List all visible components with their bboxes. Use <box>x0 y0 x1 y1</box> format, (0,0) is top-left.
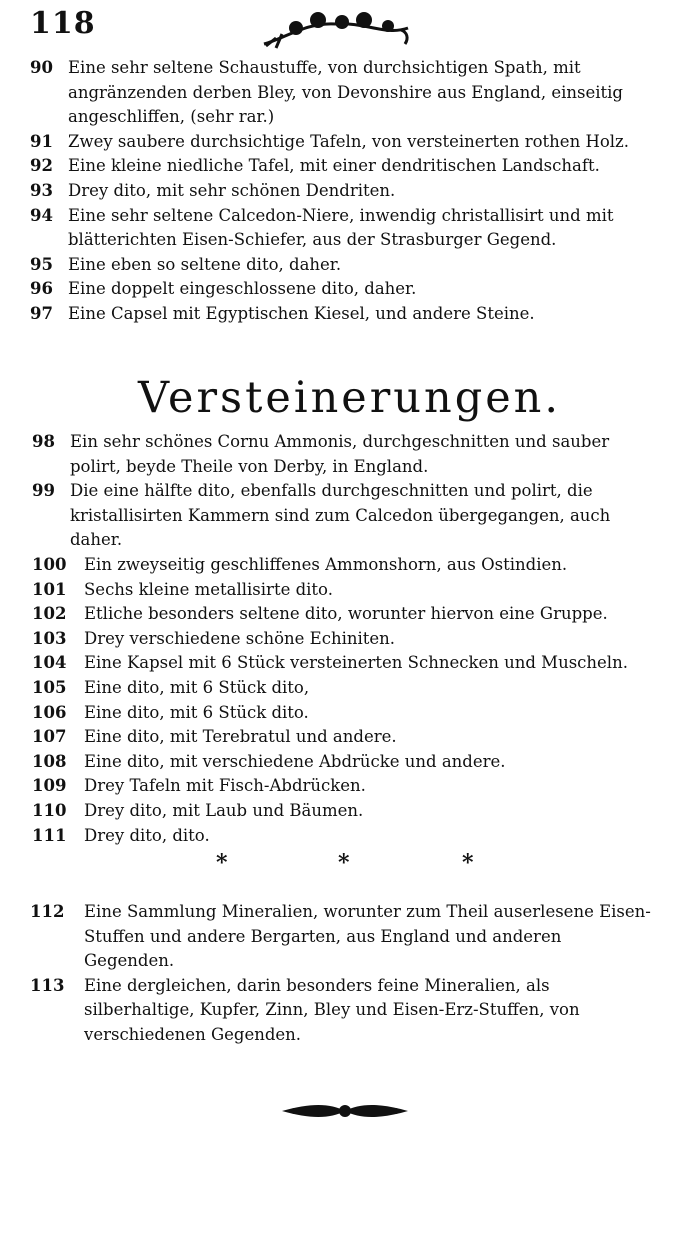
entry-number: 111 <box>32 825 67 845</box>
entry-107 <box>0 725 699 750</box>
tailpiece-ornament-icon <box>280 1097 410 1125</box>
entry-number: 90 <box>30 58 53 77</box>
entry-number: 102 <box>32 604 67 624</box>
entry-111 <box>0 824 699 849</box>
entry-number: 113 <box>30 975 65 995</box>
entry-text: Eine dergleichen, darin besonders feine Mineralien, als silberhaltige, Kupfer, Zinn, Bley und Eisen-Erz-Stuffen, von verschiedenen Gegenden. <box>84 975 580 1044</box>
floral-ornament-icon <box>256 8 416 50</box>
entry-number: 92 <box>30 156 53 176</box>
entry-number: 105 <box>32 677 67 697</box>
section-heading: Versteinerungen. <box>137 373 562 423</box>
entry-text: Ein sehr schönes Cornu Ammonis, durchgeschnitten und sauber polirt, beyde Theile von Derby, in England. <box>70 432 610 476</box>
entry-text: Etliche besonders seltene dito, worunter hiervon eine Gruppe. <box>84 604 608 624</box>
entry-96 <box>0 277 699 302</box>
entry-101 <box>0 578 699 603</box>
entry-text: Die eine hälfte dito, ebenfalls durchgeschnitten und polirt, die kristallisirten Kammern sind zum Calcedon übergegangen, auch daher. <box>70 481 611 550</box>
collection-entries <box>0 900 699 1048</box>
asterisk: * <box>338 850 350 876</box>
entry-text: Drey dito, dito. <box>84 825 210 845</box>
entry-number: 110 <box>32 800 67 820</box>
entry-number: 93 <box>30 180 53 200</box>
entry-text: Drey verschiedene schöne Echiniten. <box>84 628 396 648</box>
entry-94 <box>0 204 699 253</box>
entry-106 <box>0 701 699 726</box>
entry-100 <box>0 553 699 578</box>
entry-text: Drey Tafeln mit Fisch-Abdrücken. <box>84 776 366 796</box>
entry-text: Eine Capsel mit Egyptischen Kiesel, und andere Steine. <box>68 303 535 323</box>
entry-92 <box>0 154 699 179</box>
entry-text: Drey dito, mit sehr schönen Dendriten. <box>68 180 396 200</box>
entry-number: 97 <box>30 303 53 323</box>
fossil-entries <box>0 430 699 848</box>
entry-number: 104 <box>32 653 67 673</box>
entry-95 <box>0 253 699 278</box>
entry-113 <box>0 974 699 1048</box>
entry-109 <box>0 774 699 799</box>
page-number: 118 <box>30 6 96 41</box>
entry-text: Zwey saubere durchsichtige Tafeln, von versteinerten rothen Holz. <box>68 131 629 151</box>
entry-text: Ein zweyseitig geschliffenes Ammonshorn, aus Ostindien. <box>84 554 568 574</box>
entry-99 <box>0 479 699 553</box>
entry-text: Eine sehr seltene Calcedon-Niere, inwendig christallisirt und mit blätterichten Eisen-Schiefer, aus der Strasburger Gegend. <box>68 205 614 250</box>
entry-108 <box>0 750 699 775</box>
asterisk: * <box>462 850 474 876</box>
entry-102 <box>0 602 699 627</box>
section-separator <box>0 850 699 880</box>
asterisk: * <box>216 850 228 876</box>
entry-103 <box>0 627 699 652</box>
entry-text: Eine dito, mit verschiedene Abdrücke und andere. <box>84 751 506 771</box>
entry-text: Eine dito, mit 6 Stück dito. <box>84 702 309 722</box>
entry-text: Eine kleine niedliche Tafel, mit einer dendritischen Landschaft. <box>68 156 600 176</box>
entry-97 <box>0 302 699 327</box>
entry-112 <box>0 900 699 974</box>
entry-text: Eine doppelt eingeschlossene dito, daher. <box>68 279 417 299</box>
entry-number: 109 <box>32 776 67 796</box>
entry-number: 95 <box>30 254 53 274</box>
entry-text: Eine dito, mit 6 Stück dito, <box>84 677 310 697</box>
mineral-entries <box>0 56 699 327</box>
entry-number: 94 <box>30 205 53 225</box>
entry-number: 101 <box>32 579 67 599</box>
entry-text: Eine dito, mit Terebratul und andere. <box>84 727 397 747</box>
entry-104 <box>0 651 699 676</box>
entry-number: 96 <box>30 279 53 299</box>
entry-93 <box>0 179 699 204</box>
entry-90 <box>0 56 699 130</box>
entry-110 <box>0 799 699 824</box>
entry-text: Eine eben so seltene dito, daher. <box>68 254 342 274</box>
entry-91 <box>0 130 699 155</box>
entry-number: 100 <box>32 554 67 574</box>
entry-number: 99 <box>32 481 55 501</box>
entry-number: 103 <box>32 628 67 648</box>
entry-number: 108 <box>32 751 67 771</box>
entry-number: 106 <box>32 702 67 722</box>
entry-text: Sechs kleine metallisirte dito. <box>84 579 333 599</box>
entry-number: 112 <box>30 902 65 921</box>
entry-text: Eine sehr seltene Schaustuffe, von durchsichtigen Spath, mit angränzenden derben Bley, von Devonshire aus England, einseitig angeschliffen, (sehr rar.) <box>68 58 623 127</box>
entry-text: Eine Kapsel mit 6 Stück versteinerten Schnecken und Muscheln. <box>84 653 628 673</box>
entry-105 <box>0 676 699 701</box>
entry-number: 107 <box>32 727 67 747</box>
entry-number: 91 <box>30 131 53 151</box>
entry-number: 98 <box>32 432 55 451</box>
entry-98 <box>0 430 699 479</box>
entry-text: Drey dito, mit Laub und Bäumen. <box>84 800 364 820</box>
entry-text: Eine Sammlung Mineralien, worunter zum Theil auserlesene Eisen-Stuffen und andere Bergarten, aus England und anderen Gegenden. <box>84 902 651 971</box>
